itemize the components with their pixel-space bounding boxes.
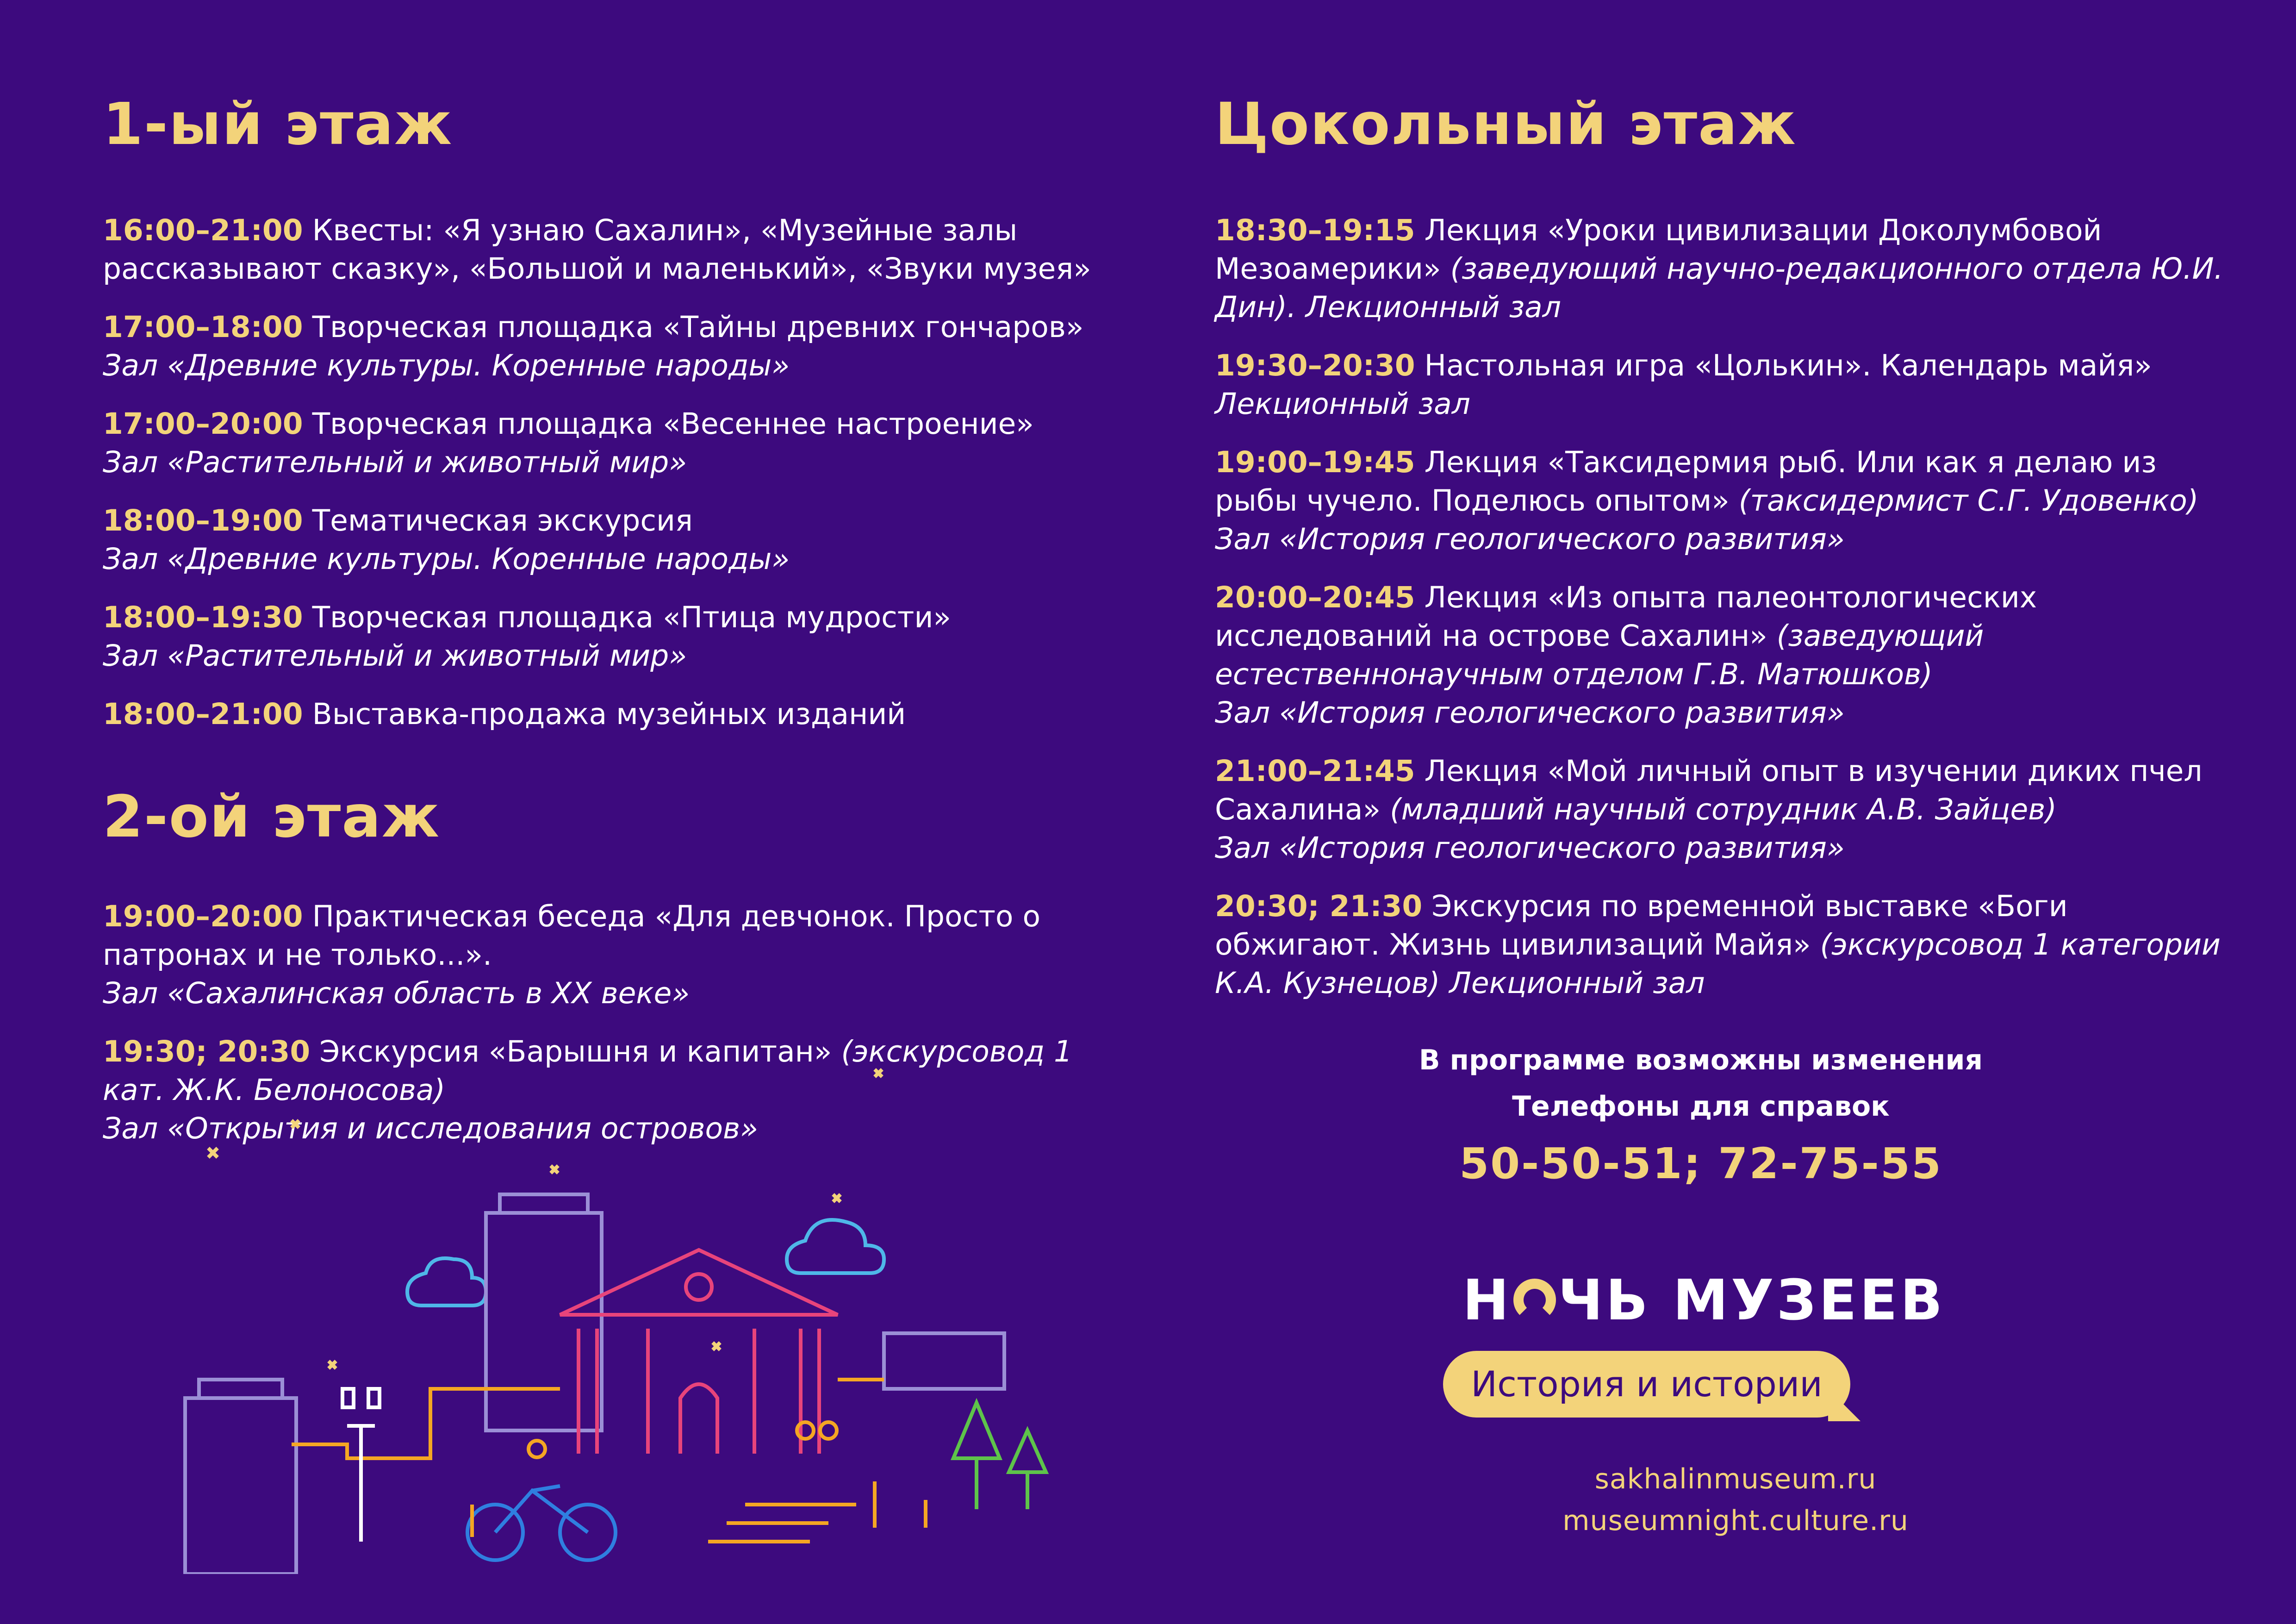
event-note: (экскурсовод 1 категории К.А. Кузнецов) Лекционный зал [1215, 927, 2221, 1000]
tree-icons [953, 1403, 1046, 1509]
logo-title-part2: ЧЬ МУЗЕЕВ [1558, 1268, 1946, 1333]
logo-o-icon [1513, 1279, 1556, 1321]
event-time: 19:00–20:00 [103, 899, 303, 933]
phone-numbers: 50-50-51; 72-75-55 [1459, 1139, 1942, 1188]
event-item [103, 695, 1139, 733]
bicycle-icon [467, 1486, 616, 1560]
event-time: 19:30; 20:30 [103, 1035, 311, 1068]
event-note: (таксидермист С.Г. Удовенко) [1738, 483, 2199, 518]
cloud-icons [407, 1220, 884, 1305]
event-place: Лекционный зал [1215, 387, 1471, 421]
event-item [103, 598, 1139, 675]
building-left [185, 1380, 296, 1574]
logo-title-part1: Н [1462, 1268, 1512, 1333]
event-time: 18:00–19:00 [103, 503, 303, 537]
event-item [103, 897, 1139, 1012]
event-desc: Настольная игра «Цолькин». Календарь майя» [1415, 348, 2152, 382]
event-time: 19:00–19:45 [1215, 445, 1415, 479]
event-note: (экскурсовод 1 кат. Ж.К. Белоносова) [103, 1035, 1073, 1107]
event-item [1215, 443, 2233, 558]
info-block [1215, 1037, 2187, 1188]
event-item [103, 308, 1139, 385]
event-item [103, 501, 1139, 578]
event-time: 21:00–21:45 [1215, 754, 1415, 788]
event-desc: Практическая беседа «Для девчонок. Просто о патронах и не только...». [103, 899, 1041, 972]
event-desc: Лекция «Таксидермия рыб. Или как я делаю из рыбы чучело. Поделюсь опытом» [1215, 445, 2157, 518]
event-desc: Квесты: «Я узнаю Сахалин», «Музейные залы рассказывают сказку», «Большой и маленький», «Звуки музея» [103, 213, 1091, 286]
event-item [103, 405, 1139, 481]
event-desc: Тематическая экскурсия [303, 503, 693, 537]
links [1504, 1458, 1967, 1542]
changes-notice: В программе возможны изменения [1419, 1044, 1983, 1076]
event-place: Зал «Сахалинская область в XX веке» [103, 976, 690, 1010]
star-icons [208, 1069, 882, 1368]
event-desc: Экскурсия «Барышня и капитан» [310, 1035, 841, 1068]
event-time: 19:30–20:30 [1215, 348, 1415, 382]
lamp-icon [342, 1389, 380, 1542]
event-place: Зал «Древние культуры. Коренные народы» [103, 348, 790, 382]
floor1-title: 1-ый этаж [103, 91, 453, 158]
floor1-event-list [103, 211, 1139, 733]
event-desc: Творческая площадка «Тайны древних гончаров» [303, 310, 1084, 344]
event-time: 20:00–20:45 [1215, 580, 1415, 614]
logo-title [1462, 1268, 1945, 1333]
event-desc: Выставка-продажа музейных изданий [303, 697, 906, 731]
event-desc: Лекция «Уроки цивилизации Доколумбовой Мезоамерики» [1215, 213, 2102, 286]
event-place: Зал «Растительный и животный мир» [103, 445, 687, 479]
building-tall [486, 1194, 602, 1430]
event-time: 17:00–20:00 [103, 406, 303, 441]
people-icons [472, 1422, 926, 1537]
event-desc: Экскурсия по временной выставке «Боги обжигают. Жизнь цивилизаций Майя» [1215, 889, 2068, 962]
event-place: Зал «История геологического развития» [1215, 695, 1845, 730]
event-desc: Творческая площадка «Весеннее настроение» [303, 406, 1034, 441]
event-desc: Лекция «Из опыта палеонтологических исследований на острове Сахалин» [1215, 580, 2037, 653]
event-desc: Лекция «Мой личный опыт в изучении диких пчел Сахалина» [1215, 754, 2203, 826]
event-desc: Творческая площадка «Птица мудрости» [303, 600, 951, 634]
museum-night-logo [1462, 1268, 1945, 1333]
event-time: 20:30; 21:30 [1215, 889, 1423, 923]
event-item [1215, 752, 2233, 867]
event-place: Зал «История геологического развития» [1215, 831, 1845, 865]
event-time: 18:00–19:30 [103, 600, 303, 634]
event-place: Зал «Древние культуры. Коренные народы» [103, 542, 790, 576]
event-time: 18:00–21:00 [103, 697, 303, 731]
event-time: 17:00–18:00 [103, 310, 303, 344]
event-place: Зал «Растительный и животный мир» [103, 638, 687, 673]
tagline-text: История и истории [1471, 1363, 1823, 1405]
event-place: Зал «Открытия и исследования островов» [103, 1112, 759, 1145]
event-time: 18:30–19:15 [1215, 213, 1415, 247]
basement-event-list [1215, 211, 2233, 1002]
basement-title: Цокольный этаж [1215, 91, 1797, 158]
right-column [1215, 93, 2233, 1022]
event-item [1215, 211, 2233, 326]
event-note: (младший научный сотрудник А.В. Зайцев) [1390, 792, 2057, 826]
city-illustration [69, 1065, 1111, 1574]
event-note: (заведующий научно-редакционного отдела Ю.И. Дин). Лекционный зал [1215, 251, 2223, 324]
event-time: 16:00–21:00 [103, 213, 303, 247]
event-item [103, 211, 1139, 288]
event-item [1215, 578, 2233, 732]
event-note: (заведующий естественнонаучным отделом Г.В. Матюшков) [1215, 618, 1984, 691]
event-place: Зал «История геологического развития» [1215, 522, 1845, 556]
phones-label: Телефоны для справок [1512, 1090, 1890, 1123]
left-column [103, 93, 1139, 1168]
stairs-icon [708, 1505, 856, 1542]
floor2-title: 2-ой этаж [103, 783, 441, 850]
event-item [1215, 887, 2233, 1002]
link-sakhalinmuseum[interactable]: sakhalinmuseum.ru [1594, 1463, 1877, 1495]
link-museumnight[interactable]: museumnight.culture.ru [1562, 1505, 1909, 1537]
event-item [1215, 346, 2233, 423]
building-right [884, 1333, 1004, 1389]
